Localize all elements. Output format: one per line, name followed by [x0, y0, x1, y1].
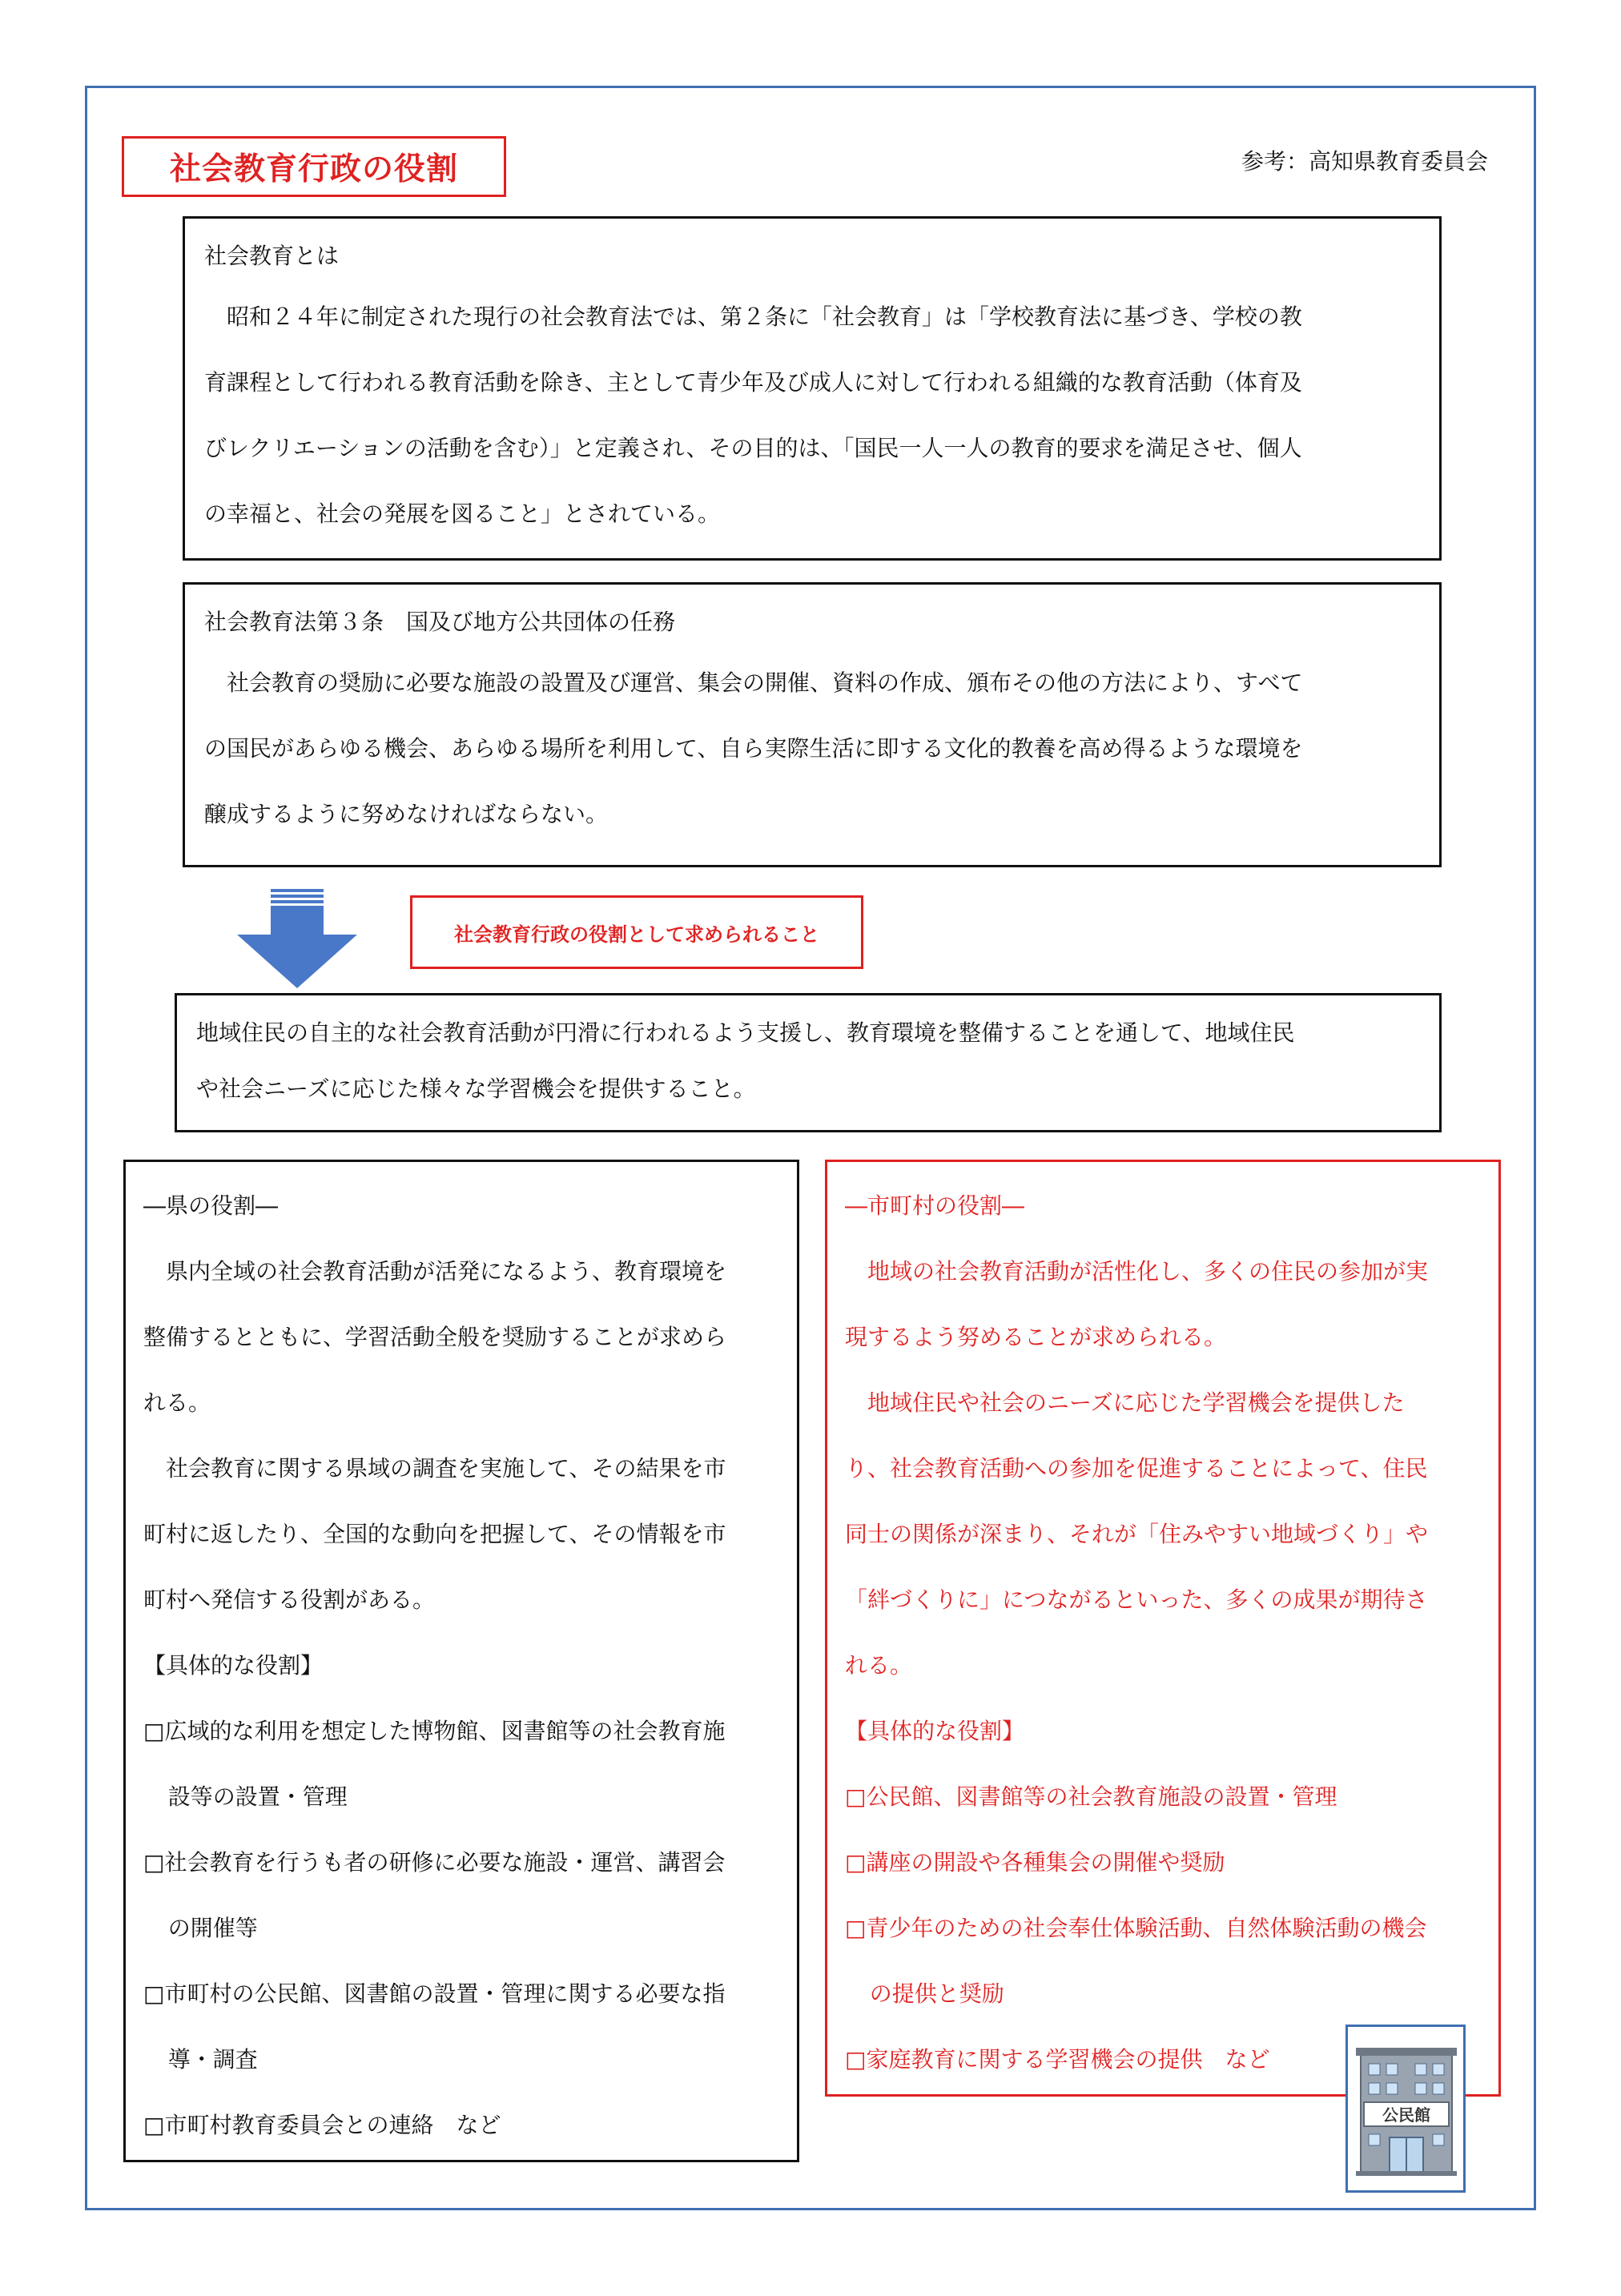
down-arrow-icon	[237, 889, 357, 988]
municipality-specific-heading: 【具体的な役割】	[845, 1718, 1025, 1744]
article3-line: の国民があらゆる機会、あらゆる場所を利用して、自ら実際生活に即する文化的教養を高め得るような環境を	[204, 735, 1303, 762]
municipality-line: 地域住民や社会のニーズに応じた学習機会を提供した	[845, 1389, 1405, 1416]
prefecture-item: □市町村の公民館、図書館の設置・管理に関する必要な指	[143, 1980, 726, 2007]
definition-line: 昭和２４年に制定された現行の社会教育法では、第２条に「社会教育」は「学校教育法に基づき、学校の教	[204, 304, 1302, 330]
prefecture-specific-heading: 【具体的な役割】	[143, 1652, 324, 1679]
role-required-label: 社会教育行政の役割として求められること	[410, 895, 863, 969]
municipality-line: 現するよう努めることが求められる。	[845, 1324, 1227, 1350]
article3-box	[183, 582, 1442, 867]
municipality-line: 地域の社会教育活動が活性化し、多くの住民の参加が実	[845, 1258, 1429, 1285]
article3-line: 醸成するように努めなければならない。	[204, 801, 609, 827]
page-title: 社会教育行政の役割	[122, 136, 506, 197]
municipality-item: □講座の開設や各種集会の開催や奨励	[845, 1849, 1225, 1876]
municipality-role-box	[825, 1160, 1501, 2097]
municipality-item-cont: の提供と奨励	[869, 1980, 1004, 2007]
definition-heading: 社会教育とは	[204, 243, 340, 269]
prefecture-line: 県内全域の社会教育活動が活発になるよう、教育環境を	[143, 1258, 727, 1285]
municipality-line: れる。	[845, 1652, 913, 1679]
prefecture-role-box	[123, 1160, 799, 2162]
goal-line: や社会ニーズに応じた様々な学習機会を提供すること。	[196, 1076, 756, 1102]
municipality-heading: ―市町村の役割―	[845, 1192, 1025, 1219]
prefecture-item: □市町村教育委員会との連絡 など	[143, 2112, 501, 2138]
prefecture-item: □広域的な利用を想定した博物館、図書館等の社会教育施	[143, 1718, 726, 1744]
prefecture-line: 整備するとともに、学習活動全般を奨励することが求めら	[143, 1324, 727, 1350]
prefecture-line: 社会教育に関する県域の調査を実施して、その結果を市	[143, 1455, 726, 1482]
municipality-line: り、社会教育活動への参加を促進することによって、住民	[845, 1455, 1428, 1482]
prefecture-line: 町村に返したり、全国的な動向を把握して、その情報を市	[143, 1521, 726, 1547]
prefecture-item: □社会教育を行うも者の研修に必要な施設・運営、講習会	[143, 1849, 726, 1876]
sign-label: 公民館	[1382, 2105, 1430, 2125]
definition-line: 育課程として行われる教育活動を除き、主として青少年及び成人に対して行われる組織的な教育活動（体育及	[204, 369, 1302, 396]
definition-box	[183, 216, 1442, 561]
prefecture-item-cont: の開催等	[167, 1915, 258, 1941]
article3-heading: 社会教育法第３条 国及び地方公共団体の任務	[204, 609, 676, 635]
reference-note: 参考：高知県教育委員会	[1241, 148, 1488, 175]
municipality-item: □青少年のための社会奉仕体験活動、自然体験活動の機会	[845, 1915, 1427, 1941]
goal-line: 地域住民の自主的な社会教育活動が円滑に行われるよう支援し、教育環境を整備することを通して、地域住民	[196, 1019, 1295, 1046]
prefecture-item-cont: 設等の設置・管理	[167, 1783, 348, 1810]
definition-line: びレクリエーションの活動を含む）」と定義され、その目的は、「国民一人一人の教育的要求を満足させ、個人	[204, 435, 1302, 461]
prefecture-line: 町村へ発信する役割がある。	[143, 1586, 436, 1613]
community-center-icon	[1356, 2043, 1457, 2179]
definition-line: の幸福と、社会の発展を図ること」とされている。	[204, 501, 721, 527]
municipality-item: □家庭教育に関する学習機会の提供 など	[845, 2046, 1270, 2073]
prefecture-heading: ―県の役割―	[143, 1192, 279, 1219]
community-center-illustration	[1345, 2025, 1466, 2193]
municipality-item: □公民館、図書館等の社会教育施設の設置・管理	[845, 1783, 1337, 1810]
role-goal-box	[175, 993, 1442, 1132]
prefecture-item-cont: 導・調査	[167, 2046, 258, 2073]
article3-line: 社会教育の奨励に必要な施設の設置及び運営、集会の開催、資料の作成、頒布その他の方法により、すべて	[204, 669, 1303, 696]
municipality-line: 「絆づくりに」につながるといった、多くの成果が期待さ	[845, 1586, 1428, 1613]
municipality-line: 同士の関係が深まり、それが「住みやすい地域づくり」や	[845, 1521, 1429, 1547]
prefecture-line: れる。	[143, 1389, 211, 1416]
